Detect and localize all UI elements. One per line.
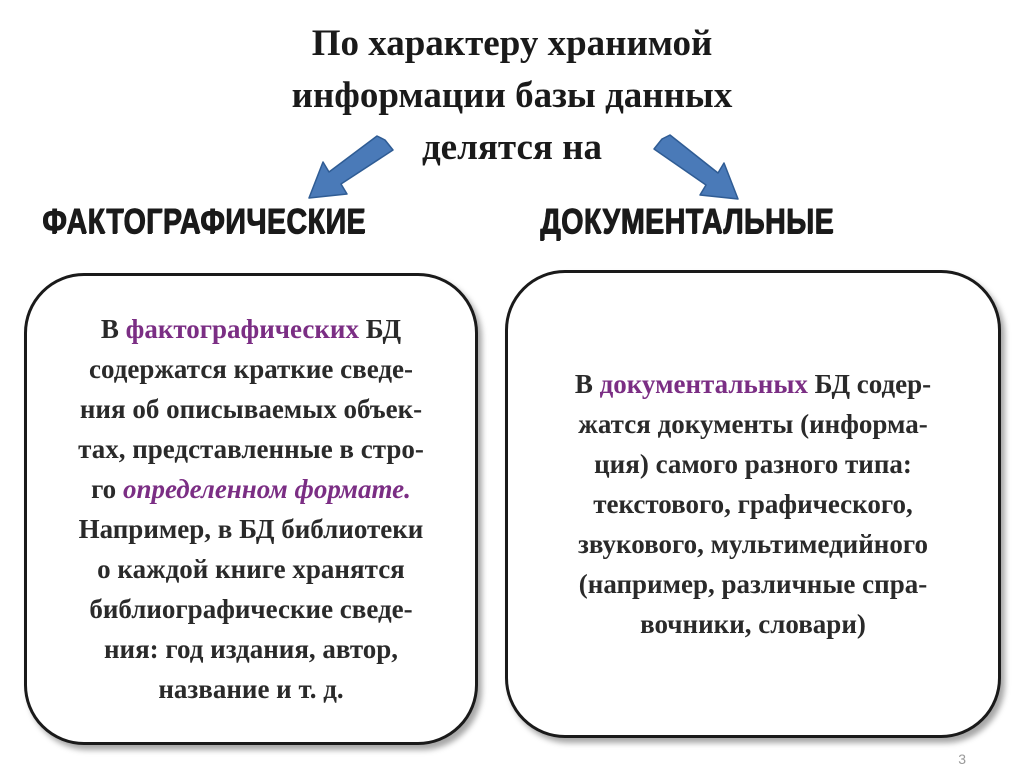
heading-factographic: ФАКТОГРАФИЧЕСКИЕ [42,202,366,241]
text-line: название и т. д. [158,674,344,704]
text-line: вочники, словари) [640,609,866,639]
text-line: звукового, мультимедийного [578,529,928,559]
text-line: библиографические сведе- [89,594,413,624]
documentary-description-text [575,364,931,644]
title-line-2: информации базы данных [291,75,733,116]
highlight-phrase: определенном формате. [122,474,411,504]
text-line: тах, представленные в стро- [78,434,424,464]
text-line: жатся документы (информа- [578,409,928,439]
title-line-1: По характеру хранимой [311,23,713,64]
text-line: ния об описываемых объек- [79,394,423,424]
arrow-down-left-icon [305,132,395,202]
highlight-term: документальных [599,369,808,399]
text-line: ния: год издания, автор, [103,634,399,664]
title-line-3: делятся на [421,127,603,168]
arrow-down-right-icon [652,133,742,203]
text-line: текстового, графического, [593,489,913,519]
factographic-description-text [78,309,424,709]
factographic-description-box [24,273,478,745]
text-line: Например, в БД библиотеки [78,514,424,544]
text-line: В фактографических БД [100,314,402,344]
text-line: о каждой книге хранятся [97,554,405,584]
text-line: го определенном формате. [91,474,411,504]
highlight-term: фактографических [125,314,359,344]
text-line: В документальных БД содер- [574,369,932,399]
text-line: ция) самого разного типа: [594,449,912,479]
heading-documentary: ДОКУМЕНТАЛЬНЫЕ [540,202,834,241]
page-number: 3 [958,751,966,767]
text-line: (например, различные спра- [578,569,928,599]
documentary-description-box [505,270,1001,738]
text-line: содержатся краткие сведе- [88,354,413,384]
